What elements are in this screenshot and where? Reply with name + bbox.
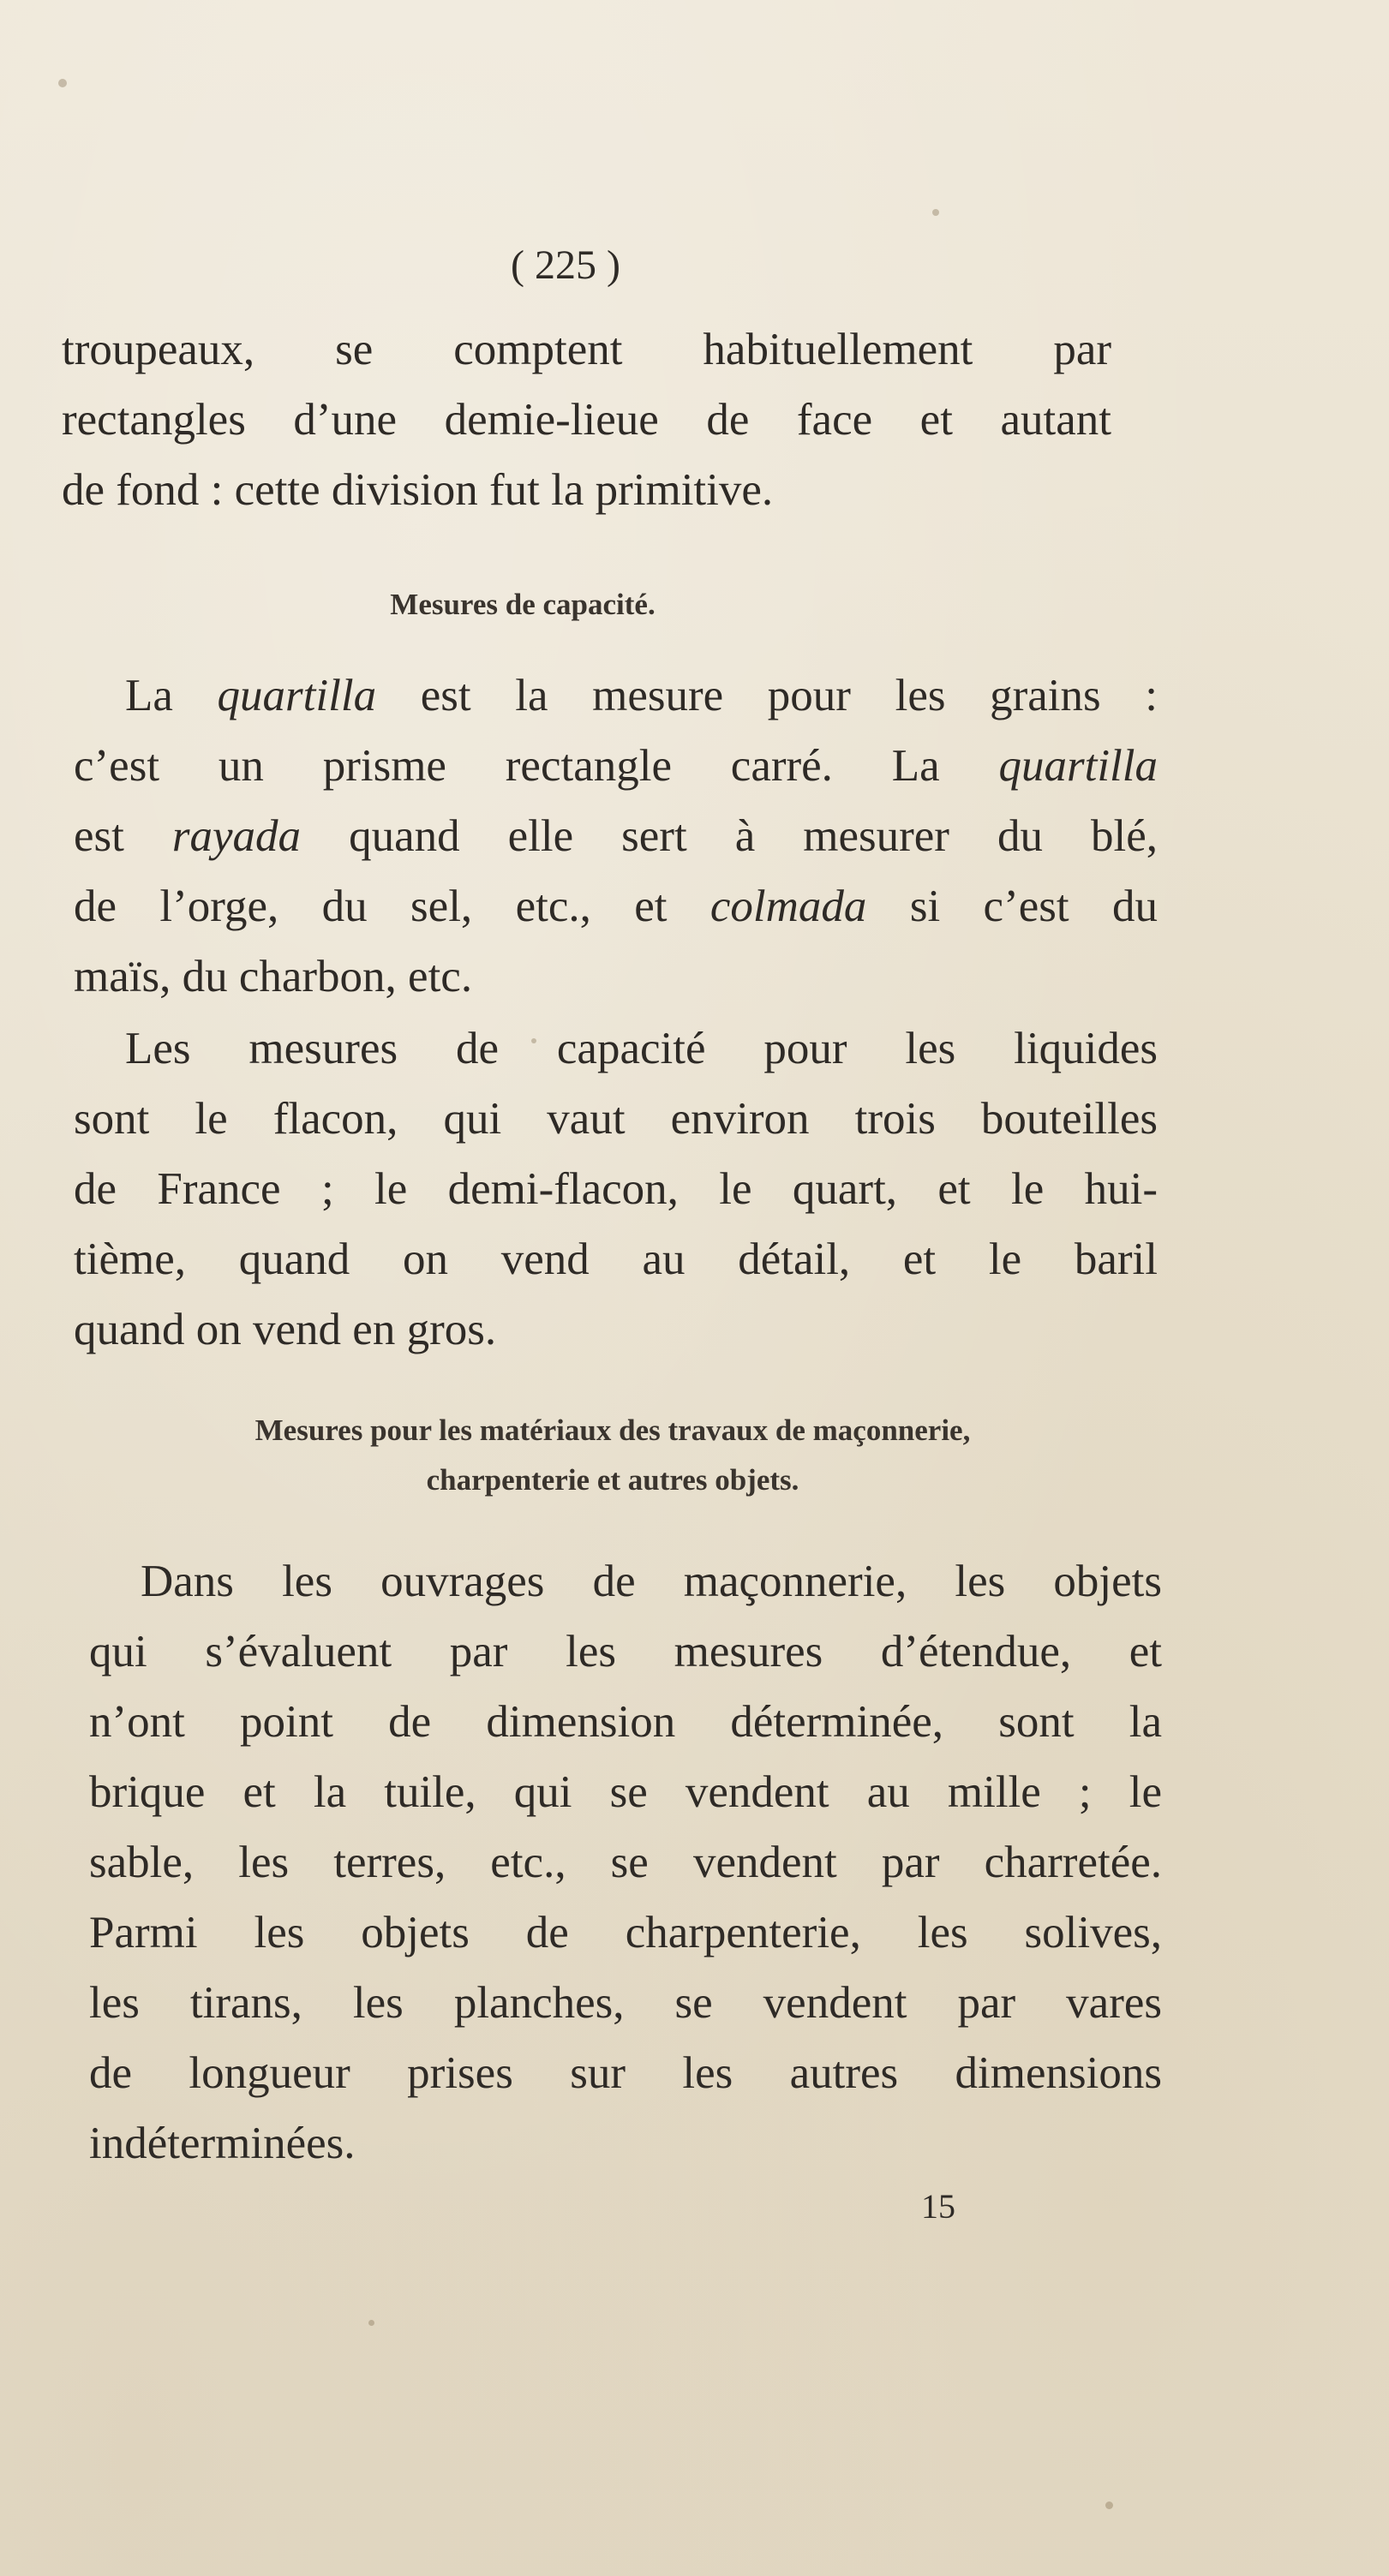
text-line	[74, 872, 1158, 941]
text-line	[89, 2109, 356, 2178]
text-line	[89, 1617, 1162, 1686]
text-segment: quand elle sert à mesurer du blé,	[301, 811, 1158, 861]
text-segment: La	[125, 671, 218, 720]
text-segment: de France ; le demi-flacon, le quart, et le hui-	[74, 1164, 1158, 1214]
text-line	[89, 1969, 1162, 2037]
text-segment: qui s’évaluent par les mesures d’étendue, et	[89, 1627, 1162, 1676]
text-segment: c’est un prisme rectangle carré. La	[74, 741, 999, 791]
text-line	[125, 661, 1158, 730]
text-segment: Dans les ouvrages de maçonnerie, les objets	[141, 1557, 1162, 1606]
text-line	[89, 1758, 1162, 1826]
text-line	[74, 732, 1158, 800]
text-line	[74, 1085, 1158, 1153]
section-heading-materials-line-2: charpenterie et autres objets.	[426, 1463, 799, 1497]
text-segment: Les mesures de capacité pour les liquides	[125, 1024, 1158, 1073]
text-segment: si c’est du	[866, 882, 1158, 931]
text-line	[141, 1547, 1162, 1616]
signature-mark: 15	[921, 2187, 955, 2226]
text-segment: maïs, du charbon, etc.	[74, 952, 473, 1001]
section-heading-capacity: Mesures de capacité.	[390, 588, 656, 621]
text-segment: est	[74, 811, 172, 861]
text-segment: quand on vend en gros.	[74, 1305, 497, 1354]
text-segment: sable, les terres, etc., se vendent par charretée.	[89, 1838, 1162, 1887]
text-line	[62, 386, 1111, 454]
text-segment: n’ont point de dimension déterminée, sont la	[89, 1697, 1162, 1747]
text-segment: est la mesure pour les grains :	[376, 671, 1158, 720]
text-segment: de l’orge, du sel, etc., et	[74, 882, 710, 931]
text-segment: les tirans, les planches, se vendent par vares	[89, 1978, 1162, 2028]
italic-term: quartilla	[998, 741, 1158, 791]
paper-speck	[368, 2320, 374, 2326]
paper-speck	[932, 209, 939, 216]
text-line	[74, 942, 472, 1011]
text-segment: de longueur prises sur les autres dimensions	[89, 2048, 1162, 2098]
paper-speck	[58, 79, 67, 87]
text-line	[74, 1155, 1158, 1223]
text-segment: Parmi les objets de charpenterie, les solives,	[89, 1908, 1162, 1957]
italic-term: rayada	[171, 811, 302, 861]
text-line	[74, 1225, 1158, 1294]
text-line	[62, 456, 1111, 524]
text-line	[62, 315, 1111, 384]
page-number: ( 225 )	[511, 242, 620, 288]
text-line	[125, 1014, 1158, 1083]
text-segment: brique et la tuile, qui se vendent au mille ; le	[89, 1767, 1162, 1817]
text-line	[89, 2039, 1162, 2107]
text-segment: troupeaux, se comptent habituellement par	[62, 325, 1111, 374]
section-heading-materials-line-1: Mesures pour les matériaux des travaux de maçonnerie,	[254, 1414, 971, 1447]
text-segment: rectangles d’une demie-lieue de face et autant	[62, 395, 1111, 445]
text-line	[89, 1688, 1162, 1756]
text-segment: indéterminées.	[89, 2119, 356, 2168]
italic-term: colmada	[709, 882, 867, 931]
text-line	[74, 802, 1158, 870]
text-segment: sont le flacon, qui vaut environ trois bouteilles	[74, 1094, 1158, 1144]
paper-speck	[1105, 2501, 1113, 2509]
text-line	[89, 1828, 1162, 1897]
text-segment: de fond : cette division fut la primitive.	[62, 465, 774, 515]
italic-term: quartilla	[217, 671, 377, 720]
text-line	[74, 1295, 496, 1364]
text-line	[89, 1898, 1162, 1967]
text-segment: tième, quand on vend au détail, et le baril	[74, 1234, 1158, 1284]
